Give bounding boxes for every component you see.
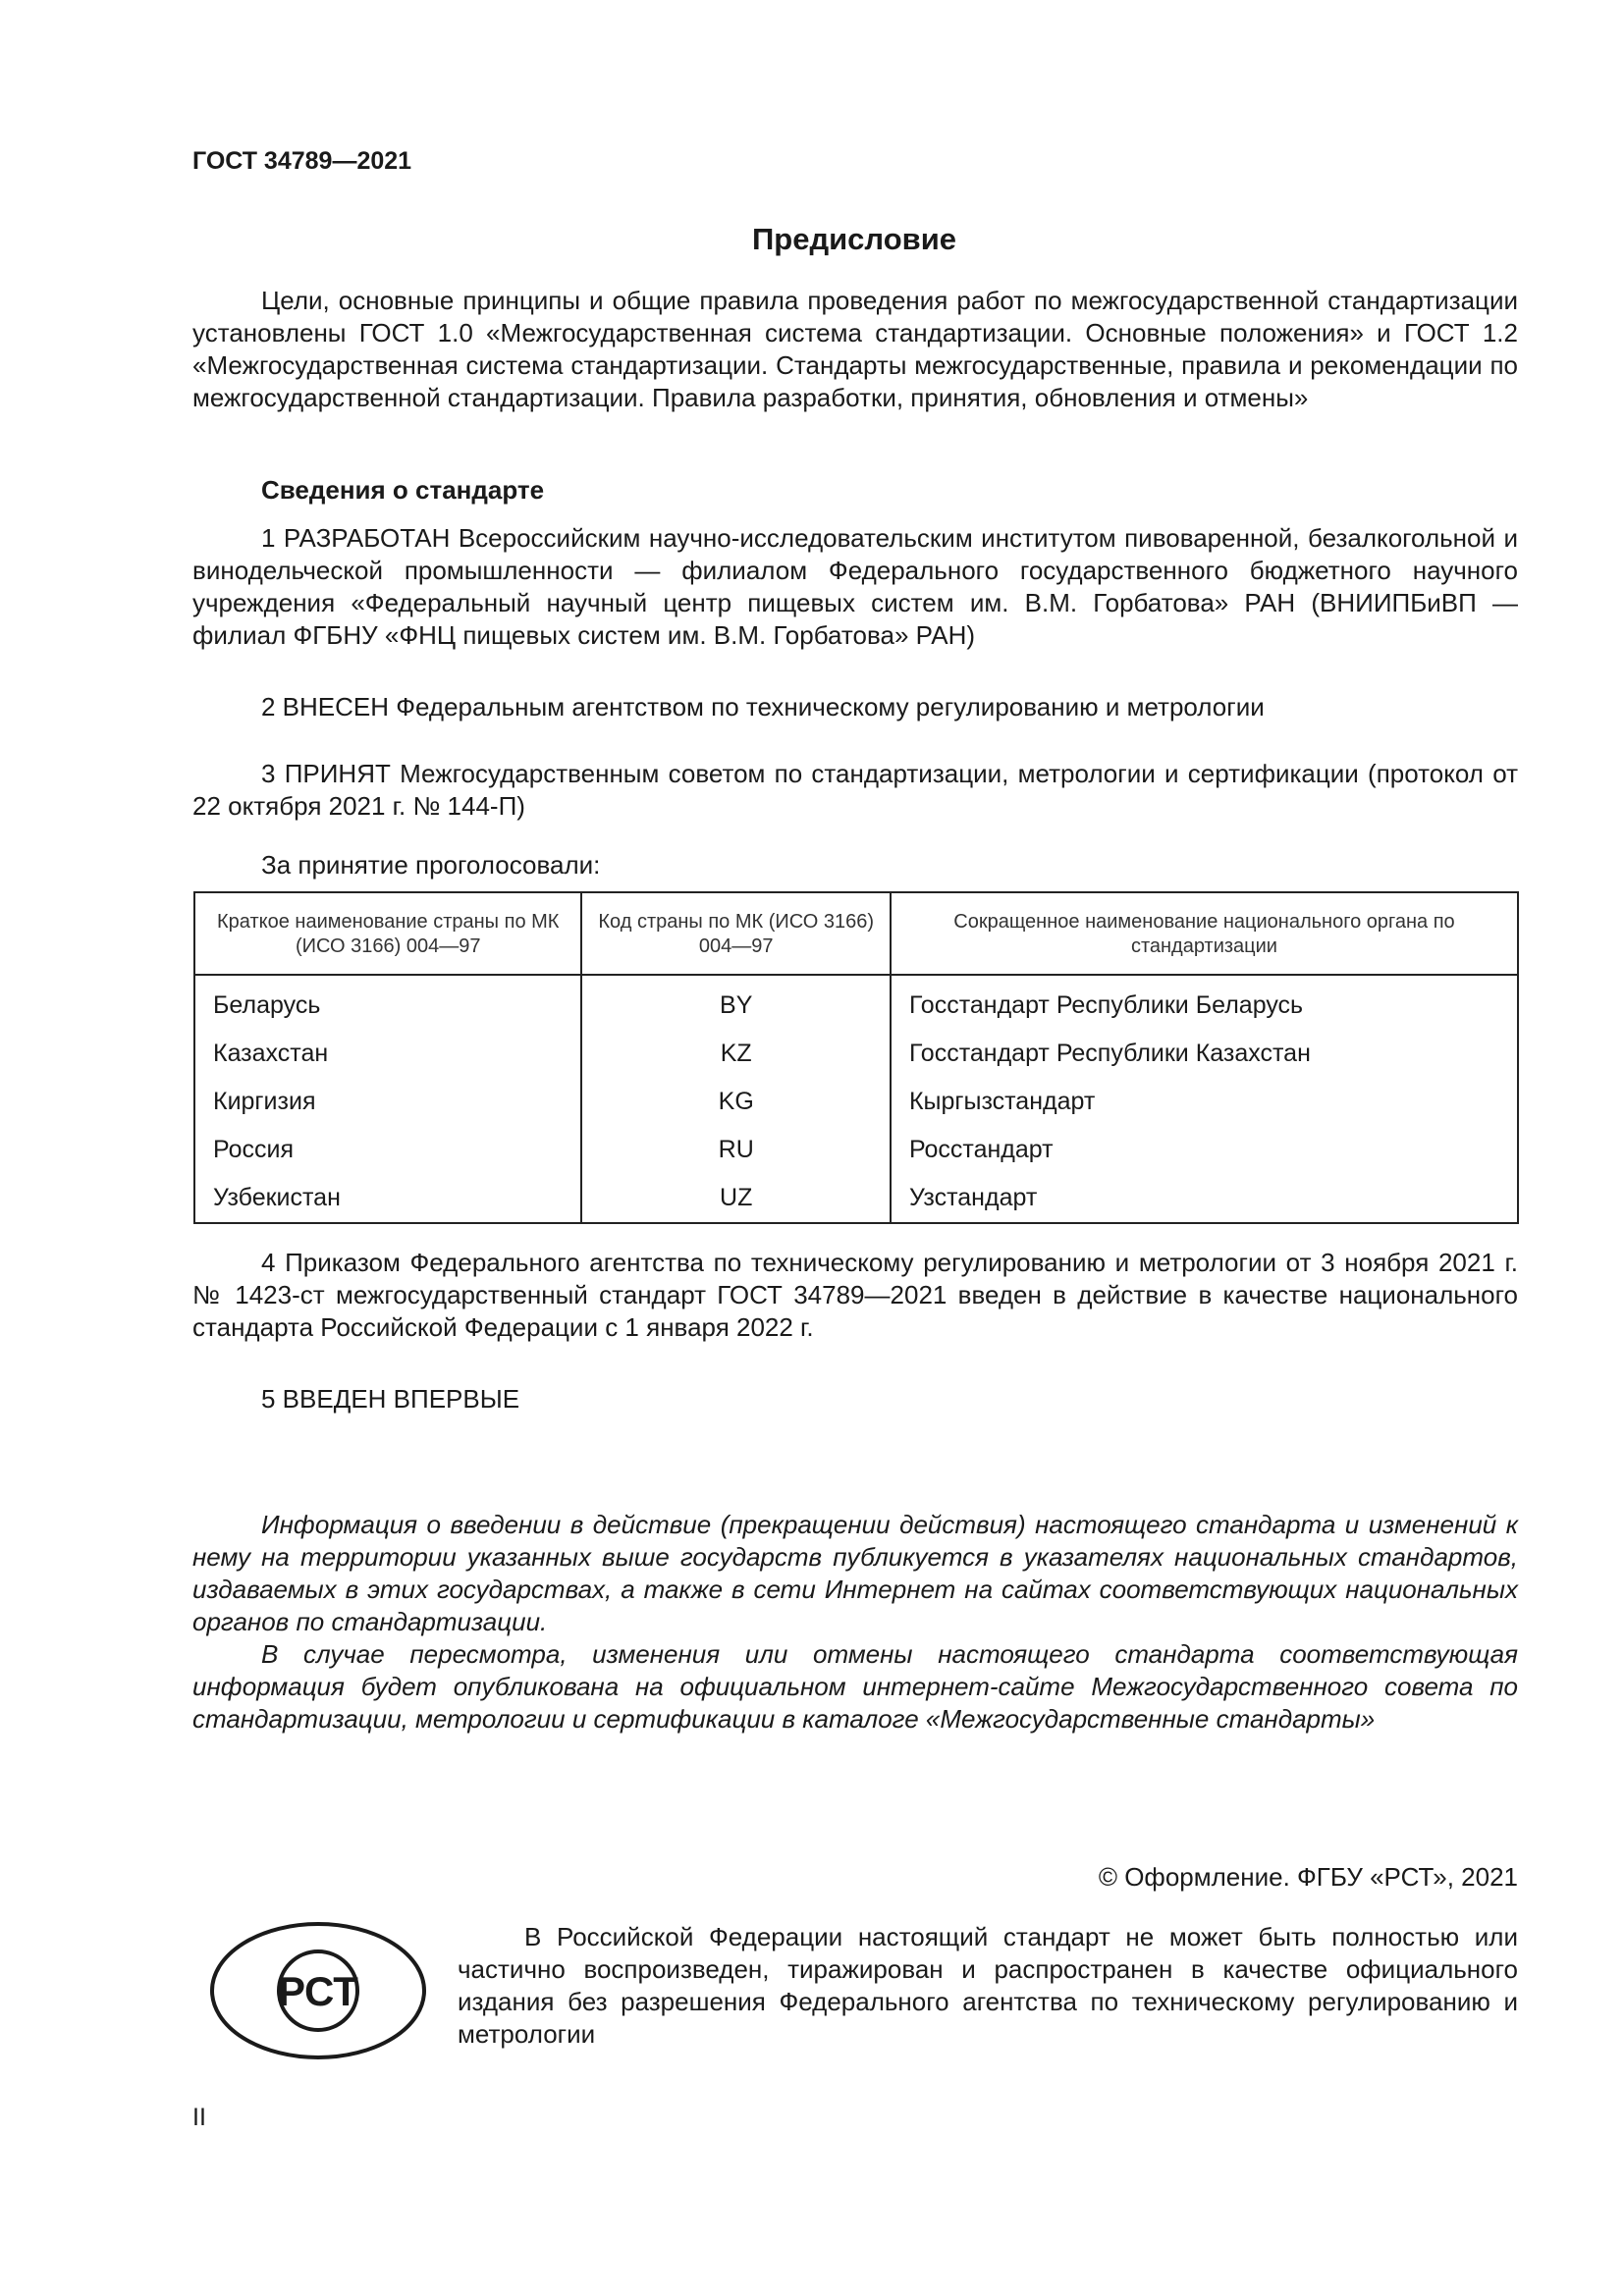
cell-country: Киргизия	[194, 1078, 581, 1126]
page-number: II	[192, 2104, 206, 2131]
cell-code: KZ	[581, 1030, 890, 1078]
section-subheading: Сведения о стандарте	[261, 475, 545, 505]
logo-lettering: РСТ	[278, 1968, 358, 2014]
table-row	[194, 1126, 1518, 1174]
table-row	[194, 975, 1518, 1030]
cell-body: Госстандарт Республики Казахстан	[891, 1030, 1518, 1078]
cell-country: Россия	[194, 1126, 581, 1174]
cell-code: UZ	[581, 1174, 890, 1223]
item-2-submitted-by: 2 ВНЕСЕН Федеральным агентством по техническому регулированию и метрологии	[261, 692, 1265, 721]
intro-paragraph: Цели, основные принципы и общие правила проведения работ по межгосударственной стандартизации установлены ГОСТ 1.0 «Межгосударственная система стандартизации. Основные положения» и ГОСТ 1.2 «Межгосударственная система стандартизации. Стандарты межгосударственные, правила и рекомендации по межгосударственной стандартизации. Правила разработки, принятия, обновления и отмены»	[192, 286, 1518, 412]
copyright-line: © Оформление. ФГБУ «РСТ», 2021	[1098, 1862, 1518, 1892]
item-4-enacted-by-order: 4 Приказом Федерального агентства по техническому регулированию и метрологии от 3 ноября 2021 г. № 1423-ст межгосударственный стандарт ГОСТ 34789—2021 введен в действие в качестве национального стандарта Российской Федерации с 1 января 2022 г.	[192, 1248, 1518, 1342]
header-national-body: Сокращенное наименование национального органа по стандартизации	[891, 892, 1518, 975]
cell-body: Госстандарт Республики Беларусь	[891, 975, 1518, 1030]
cell-body: Росстандарт	[891, 1126, 1518, 1174]
cell-country: Беларусь	[194, 975, 581, 1030]
page-title: Предисловие	[751, 222, 956, 256]
table-row	[194, 1078, 1518, 1126]
cell-code: RU	[581, 1126, 890, 1174]
cell-code: BY	[581, 975, 890, 1030]
document-code: ГОСТ 34789—2021	[192, 147, 412, 175]
voting-countries-table	[193, 891, 1519, 1224]
cell-body: Кыргызстандарт	[891, 1078, 1518, 1126]
item-5-first-introduced: 5 ВВЕДЕН ВПЕРВЫЕ	[261, 1384, 520, 1414]
cell-body: Узстандарт	[891, 1174, 1518, 1223]
rst-logo-icon	[209, 1921, 427, 2060]
info-paragraph-2: В случае пересмотра, изменения или отмены настоящего стандарта соответствующая информация будет опубликована на официальном интернет-сайте Межгосударственного совета по стандартизации, метрологии и сертификации в каталоге «Межгосударственные стандарты»	[192, 1639, 1518, 1734]
header-country-name: Краткое наименование страны по МК (ИСО 3166) 004—97	[194, 892, 581, 975]
info-paragraph-1: Информация о введении в действие (прекращении действия) настоящего стандарта и изменений к нему на территории указанных выше государств публикуется в указателях национальных стандартов, издаваемых в этих государствах, а также в сети Интернет на сайтах соответствующих национальных органов по стандартизации.	[192, 1510, 1518, 1636]
cell-code: KG	[581, 1078, 890, 1126]
cell-country: Узбекистан	[194, 1174, 581, 1223]
table-row	[194, 1174, 1518, 1223]
cell-country: Казахстан	[194, 1030, 581, 1078]
copyright-notice: В Российской Федерации настоящий стандарт не может быть полностью или частично воспроизведен, тиражирован и распространен в качестве официального издания без разрешения Федерального агентства по техническому регулированию и метрологии	[458, 1922, 1518, 2049]
header-country-code: Код страны по МК (ИСО 3166) 004—97	[581, 892, 890, 975]
vote-intro: За принятие проголосовали:	[261, 850, 601, 880]
item-3-adopted-by: 3 ПРИНЯТ Межгосударственным советом по стандартизации, метрологии и сертификации (протокол от 22 октября 2021 г. № 144-П)	[192, 759, 1518, 821]
table-header-row	[194, 892, 1518, 975]
item-1-developed-by: 1 РАЗРАБОТАН Всероссийским научно-исследовательским институтом пивоваренной, безалкогольной и винодельческой промышленности — филиалом Федерального государственного бюджетного научного учреждения «Федеральный научный центр пищевых систем им. В.М. Горбатова» РАН (ВНИИПБиВП — филиал ФГБНУ «ФНЦ пищевых систем им. В.М. Горбатова» РАН)	[192, 523, 1518, 650]
table-row	[194, 1030, 1518, 1078]
